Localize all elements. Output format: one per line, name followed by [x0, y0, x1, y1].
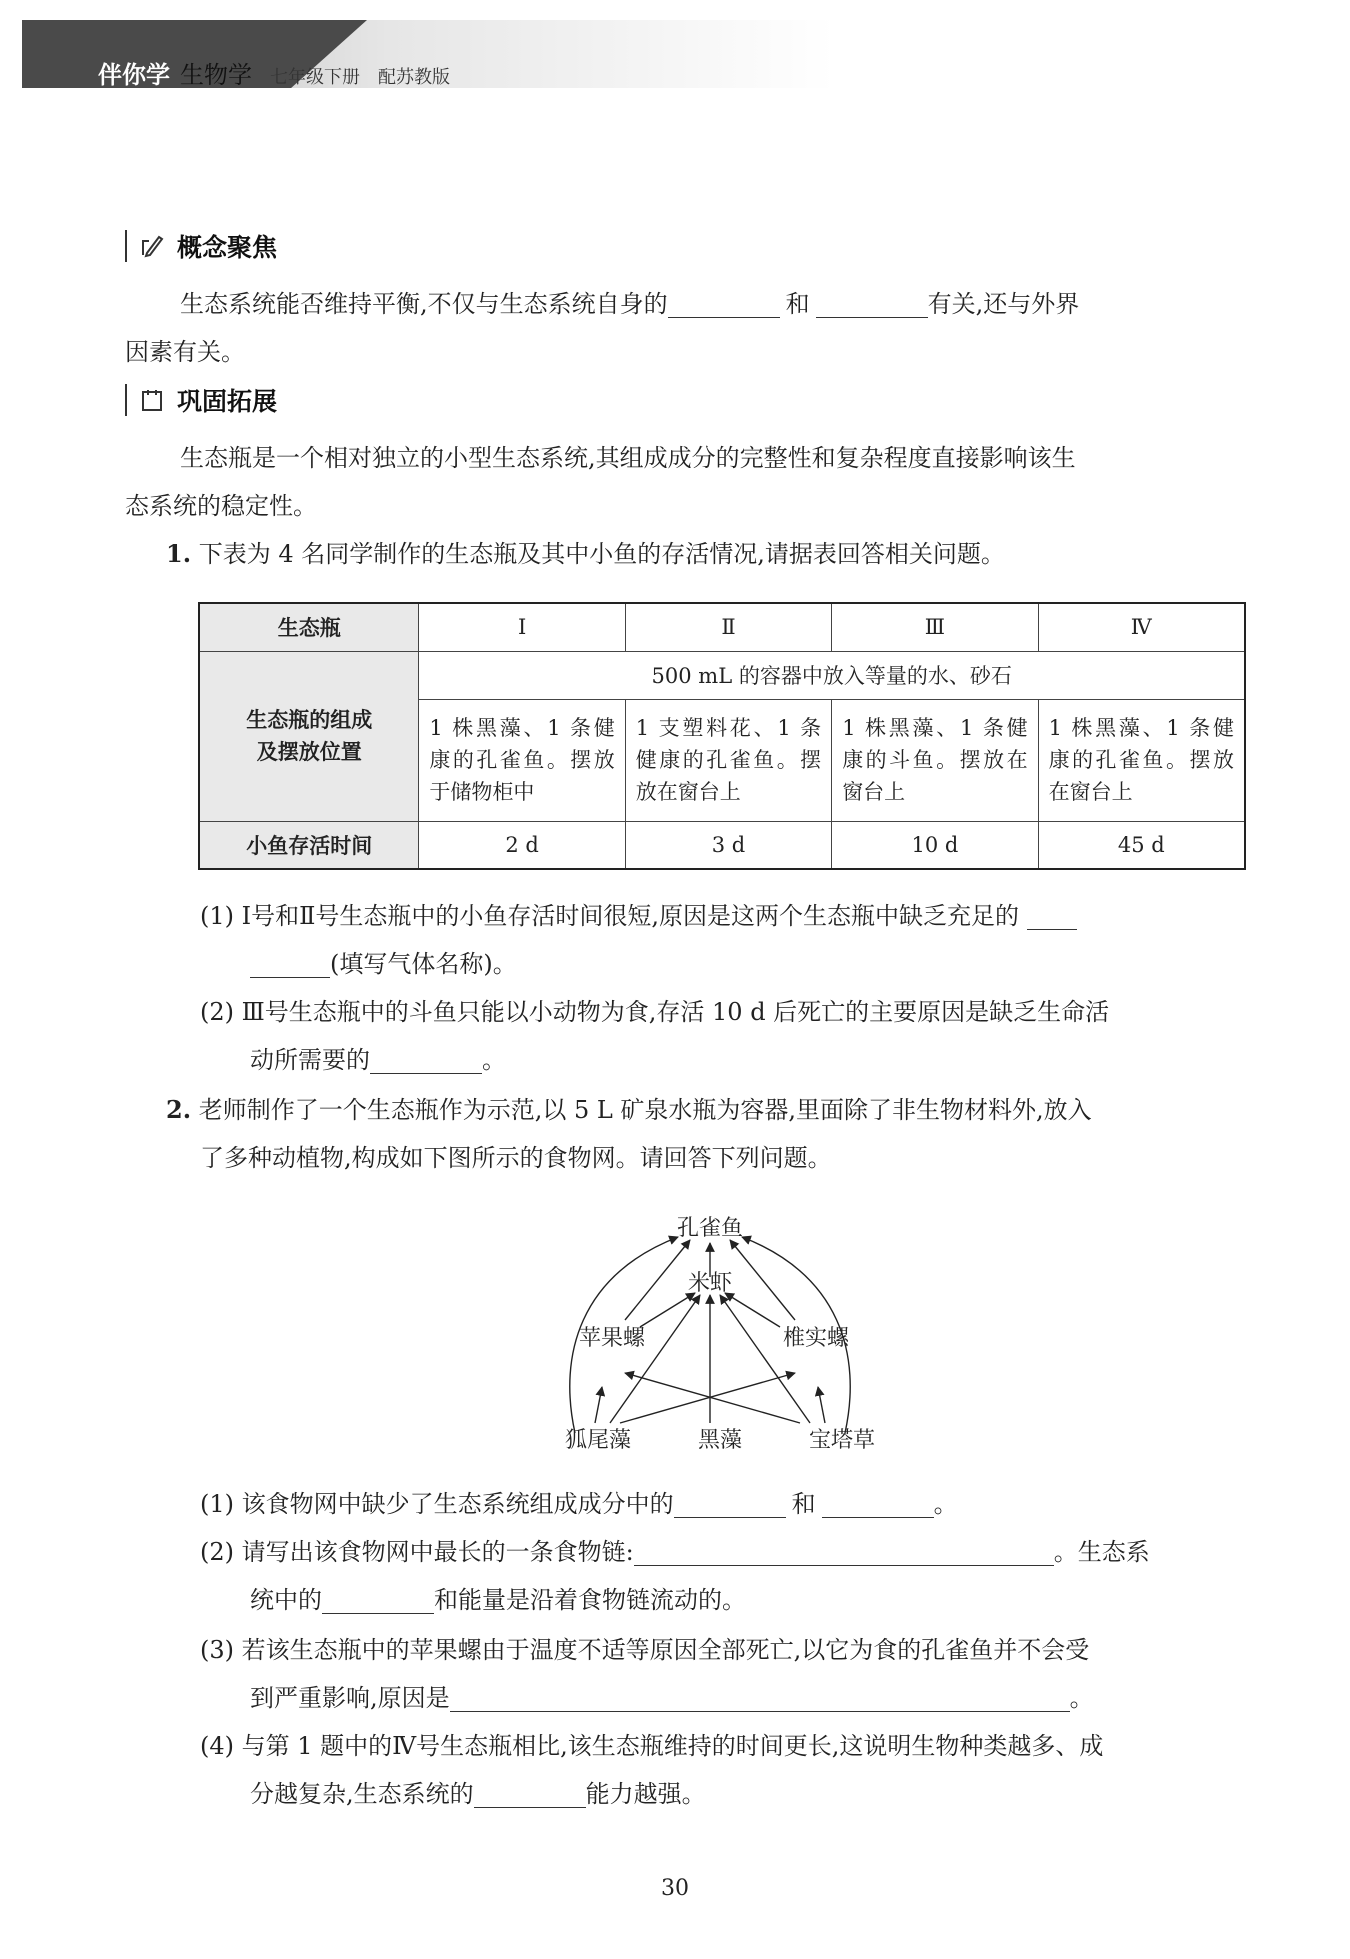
answer-blank[interactable] [634, 1535, 1054, 1566]
answer-blank[interactable] [822, 1487, 934, 1518]
arrow-foxtail-to-applesnail [595, 1387, 602, 1423]
node-guppy: 孔雀鱼 [676, 1216, 744, 1241]
node-pagoda-grass: 宝塔草 [808, 1428, 876, 1453]
food-web-diagram [540, 1205, 880, 1460]
section-heading-practice [125, 382, 277, 418]
answer-blank[interactable] [1027, 899, 1077, 930]
answer-blank[interactable] [370, 1043, 482, 1074]
notepad-icon [139, 387, 165, 413]
concept-line-2: 因素有关。 [125, 338, 245, 366]
table-row [199, 603, 1245, 651]
composition-cell-1: 1 株黑藻、1 条健康的孔雀鱼。摆放于储物柜中 [419, 699, 625, 821]
shared-note: 500 mL 的容器中放入等量的水、砂石 [419, 651, 1245, 699]
arrow-pagoda-to-pondsnail [818, 1387, 825, 1423]
q2-sub2-line1: (2) 请写出该食物网中最长的一条食物链: 。生态系 [200, 1528, 1150, 1576]
q1-sub1-line2: (填写气体名称)。 [250, 940, 517, 988]
page-number: 30 [661, 1876, 689, 1901]
section-heading-concept [125, 228, 277, 264]
brand-title: 伴你学 [98, 61, 170, 89]
node-pond-snail: 椎实螺 [782, 1326, 850, 1351]
answer-blank[interactable] [816, 287, 928, 318]
header [98, 55, 450, 89]
node-shrimp: 米虾 [687, 1271, 733, 1296]
node-foxtail: 狐尾藻 [564, 1428, 632, 1453]
intro-line-2: 态系统的稳定性。 [125, 492, 317, 520]
composition-cell-2: 1 支塑料花、1 条健康的孔雀鱼。摆放在窗台上 [625, 699, 831, 821]
survival-cell-4: 45 d [1038, 821, 1245, 869]
composition-cell-4: 1 株黑藻、1 条健康的孔雀鱼。摆放在窗台上 [1038, 699, 1245, 821]
q2-sub2-line2: 统中的 和能量是沿着食物链流动的。 [250, 1576, 746, 1624]
table-col-1: Ⅰ [419, 603, 625, 651]
node-black-algae: 黑藻 [697, 1428, 743, 1453]
q2-sub3-line1: (3) 若该生态瓶中的苹果螺由于温度不适等原因全部死亡,以它为食的孔雀鱼并不会受 [200, 1636, 1090, 1664]
arrow-foxtail-to-pondsnail [620, 1373, 795, 1423]
answer-blank[interactable] [450, 1681, 1070, 1712]
answer-blank[interactable] [474, 1777, 586, 1808]
arrow-pagoda-to-applesnail [625, 1373, 800, 1423]
q2-sub4-line1: (4) 与第 1 题中的Ⅳ号生态瓶相比,该生态瓶维持的时间更长,这说明生物种类越多、成 [200, 1732, 1104, 1760]
survival-cell-2: 3 d [625, 821, 831, 869]
answer-blank[interactable] [668, 287, 780, 318]
answer-blank[interactable] [250, 947, 330, 978]
table-header-label: 生态瓶 [199, 603, 419, 651]
table-row [199, 821, 1245, 869]
table-col-2: Ⅱ [625, 603, 831, 651]
book-meta: 七年级下册 配苏教版 [270, 67, 450, 88]
table-row [199, 651, 1245, 699]
pencil-icon [139, 233, 165, 259]
q2-sub4-line2: 分越复杂,生态系统的 能力越强。 [250, 1770, 706, 1818]
survival-cell-1: 2 d [419, 821, 625, 869]
q1-sub1-line1: (1) Ⅰ号和Ⅱ号生态瓶中的小鱼存活时间很短,原因是这两个生态瓶中缺乏充足的 [200, 892, 1077, 940]
q1-sub2-line1: (2) Ⅲ号生态瓶中的斗鱼只能以小动物为食,存活 10 d 后死亡的主要原因是缺乏生命活 [200, 998, 1110, 1026]
arrow-applesnail-to-shrimp [640, 1293, 695, 1327]
intro-line-1: 生态瓶是一个相对独立的小型生态系统,其组成成分的完整性和复杂程度直接影响该生 [180, 444, 1076, 472]
question-2-stem-1: 2. 老师制作了一个生态瓶作为示范,以 5 L 矿泉水瓶为容器,里面除了非生物材料外,放入 [166, 1095, 1092, 1124]
divider-bar [125, 230, 127, 262]
ecobottle-table [198, 602, 1246, 870]
survival-cell-3: 10 d [832, 821, 1038, 869]
row-label-composition: 生态瓶的组成及摆放位置 [199, 651, 419, 821]
q2-sub3-line2: 到严重影响,原因是 。 [250, 1674, 1094, 1722]
node-apple-snail: 苹果螺 [578, 1326, 646, 1351]
answer-blank[interactable] [322, 1583, 434, 1614]
section-title: 概念聚焦 [177, 233, 278, 262]
section-title: 巩固拓展 [177, 387, 278, 416]
q1-sub2-line2: 动所需要的 。 [250, 1036, 506, 1084]
table-col-3: Ⅲ [832, 603, 1038, 651]
composition-cell-3: 1 株黑藻、1 条健康的斗鱼。摆放在窗台上 [832, 699, 1038, 821]
table-col-4: Ⅳ [1038, 603, 1245, 651]
arrow-pondsnail-to-shrimp [725, 1293, 780, 1327]
concept-line-1: 生态系统能否维持平衡,不仅与生态系统自身的 和 有关,还与外界 [180, 280, 1250, 328]
question-1-stem: 1. 下表为 4 名同学制作的生态瓶及其中小鱼的存活情况,请据表回答相关问题。 [166, 539, 1005, 568]
arrow-pondsnail-to-guppy [730, 1240, 795, 1320]
question-2-stem-2: 了多种动植物,构成如下图所示的食物网。请回答下列问题。 [200, 1144, 832, 1172]
subject-title: 生物学 [180, 61, 252, 89]
answer-blank[interactable] [674, 1487, 786, 1518]
arrow-applesnail-to-guppy [625, 1240, 690, 1320]
divider-bar [125, 384, 127, 416]
q2-sub1: (1) 该食物网中缺少了生态系统组成成分中的 和 。 [200, 1480, 958, 1528]
row-label-survival: 小鱼存活时间 [199, 821, 419, 869]
